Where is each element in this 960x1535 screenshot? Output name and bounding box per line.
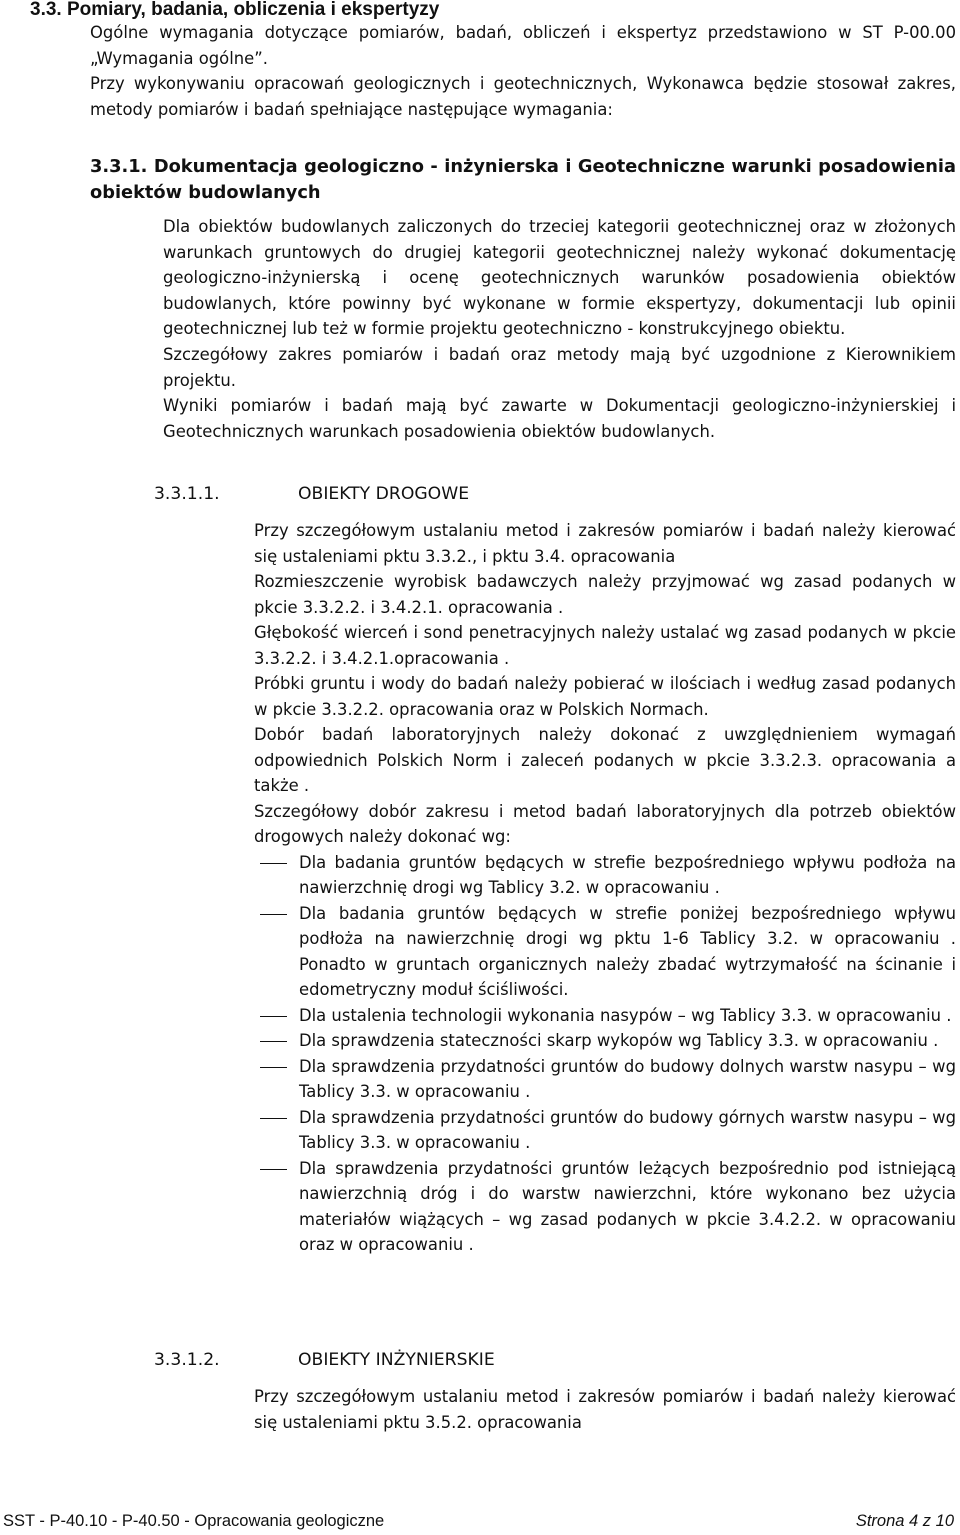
- section-heading: 3.3. Pomiary, badania, obliczenia i ekspertyzy: [30, 0, 440, 20]
- list-item: [254, 1003, 956, 1029]
- intro-paragraph: Przy wykonywaniu opracowań geologicznych i geotechnicznych, Wykonawca będzie stosował zakres, metody pomiarów i badań spełniające następujące wymagania:: [90, 74, 956, 119]
- obiekty-inzynierskie-body: [254, 1384, 956, 1435]
- list-item: [254, 901, 956, 1003]
- body-paragraph: Próbki gruntu i wody do badań należy pobierać w ilościach i według zasad podanych w pkcie 3.3.2.2. opracowania oraz w Polskich Normach.: [254, 674, 956, 719]
- page-footer: [0, 1510, 960, 1532]
- list-item: [254, 1028, 956, 1054]
- list-item-text: Dla ustalenia technologii wykonania nasypów – wg Tablicy 3.3. w opracowaniu .: [299, 1005, 952, 1025]
- footer-document-id: SST - P-40.10 - P-40.50 - Opracowania geologiczne: [3, 1512, 385, 1530]
- list-item: [254, 850, 956, 901]
- testing-list: [254, 850, 956, 1258]
- heading-title: OBIEKTY DROGOWE: [298, 484, 470, 504]
- list-item: [254, 1156, 956, 1258]
- subsection-body: [163, 214, 956, 444]
- body-paragraph: Dla obiektów budowlanych zaliczonych do trzeciej kategorii geotechnicznej oraz w złożonych warunkach gruntowych do drugiej kategorii geotechnicznej należy wykonać dokumentację geologiczno-inżynierską i ocenę geotechnicznych warunków posadowienia obiektów budowlanych, które powinny być wykonane w formie ekspertyzy, dokumentacji lub opinii geotechnicznej lub też w formie projektu geotechniczno - konstrukcyjnego obiektu.: [163, 217, 956, 339]
- list-item-text: Dla sprawdzenia przydatności gruntów do budowy dolnych warstw nasypu – wg Tablicy 3.3. w opracowaniu .: [299, 1056, 956, 1101]
- body-paragraph: Szczegółowy zakres pomiarów i badań oraz metody mają być uzgodnione z Kierownikiem projektu.: [163, 344, 956, 390]
- body-paragraph: Przy szczegółowym ustalaniu metod i zakresów pomiarów i badań należy kierować się ustaleniami pktu 3.3.2., i pktu 3.4. opracowania: [254, 521, 956, 566]
- list-item-text: Dla badania gruntów będących w strefie poniżej bezpośredniego wpływu podłoża na nawierzchnię drogi wg pktu 1-6 Tablicy 3.2. w opracowaniu . Ponadto w gruntach organicznych należy zbadać wytrzymałość na ścinanie i edometryczny moduł ściśliwości.: [299, 903, 956, 999]
- subsection-heading: 3.3.1. Dokumentacja geologiczno - inżynierska i Geotechniczne warunki posadowienia obiektów budowlanych: [90, 156, 956, 203]
- heading-title: OBIEKTY INŻYNIERSKIE: [298, 1350, 495, 1370]
- list-item-text: Dla badania gruntów będących w strefie bezpośredniego wpływu podłoża na nawierzchnię drogi wg Tablicy 3.2. w opracowaniu .: [299, 852, 956, 897]
- heading-number: 3.3.1.2.: [154, 1350, 220, 1370]
- footer-page-number: Strona 4 z 10: [855, 1512, 954, 1530]
- list-item-text: Dla sprawdzenia przydatności gruntów do budowy górnych warstw nasypu – wg Tablicy 3.3. w opracowaniu .: [299, 1107, 956, 1152]
- body-paragraph: Szczegółowy dobór zakresu i metod badań laboratoryjnych dla potrzeb obiektów drogowych należy dokonać wg:: [254, 801, 956, 846]
- list-item: [254, 1105, 956, 1156]
- body-paragraph: Wyniki pomiarów i badań mają być zawarte w Dokumentacji geologiczno-inżynierskiej i Geotechnicznych warunkach posadowienia obiektów budowlanych.: [163, 396, 956, 441]
- list-item-text: Dla sprawdzenia przydatności gruntów leżących bezpośrednio pod istniejącą nawierzchnią dróg i do warstw nawierzchni, które wykonano bez użycia materiałów wiążących – wg zasad podanych w pkcie 3.4.2.2. w opracowaniu oraz w opracowaniu .: [299, 1158, 956, 1254]
- intro-text: [90, 20, 956, 122]
- list-item-text: Dla sprawdzenia stateczności skarp wykopów wg Tablicy 3.3. w opracowaniu .: [299, 1031, 939, 1050]
- list-item: [254, 1054, 956, 1105]
- body-paragraph: Głębokość wierceń i sond penetracyjnych należy ustalać wg zasad podanych w pkcie 3.3.2.2. i 3.4.2.1.opracowania .: [254, 623, 956, 668]
- heading-number: 3.3.1.1.: [154, 484, 220, 504]
- body-paragraph: Przy szczegółowym ustalaniu metod i zakresów pomiarów i badań należy kierować się ustaleniami pktu 3.5.2. opracowania: [254, 1387, 956, 1432]
- body-paragraph: Rozmieszczenie wyrobisk badawczych należy przyjmować wg zasad podanych w pkcie 3.3.2.2. i 3.4.2.1. opracowania .: [254, 572, 956, 617]
- intro-paragraph: Ogólne wymagania dotyczące pomiarów, badań, obliczeń i ekspertyz przedstawiono w ST P-00.00 „Wymagania ogólne”.: [90, 23, 956, 68]
- obiekty-drogowe-body: [254, 518, 956, 1258]
- body-paragraph: Dobór badań laboratoryjnych należy dokonać z uwzględnieniem wymagań odpowiednich Polskich Norm i zaleceń podanych w pkcie 3.3.2.3. opracowania a także .: [254, 725, 956, 795]
